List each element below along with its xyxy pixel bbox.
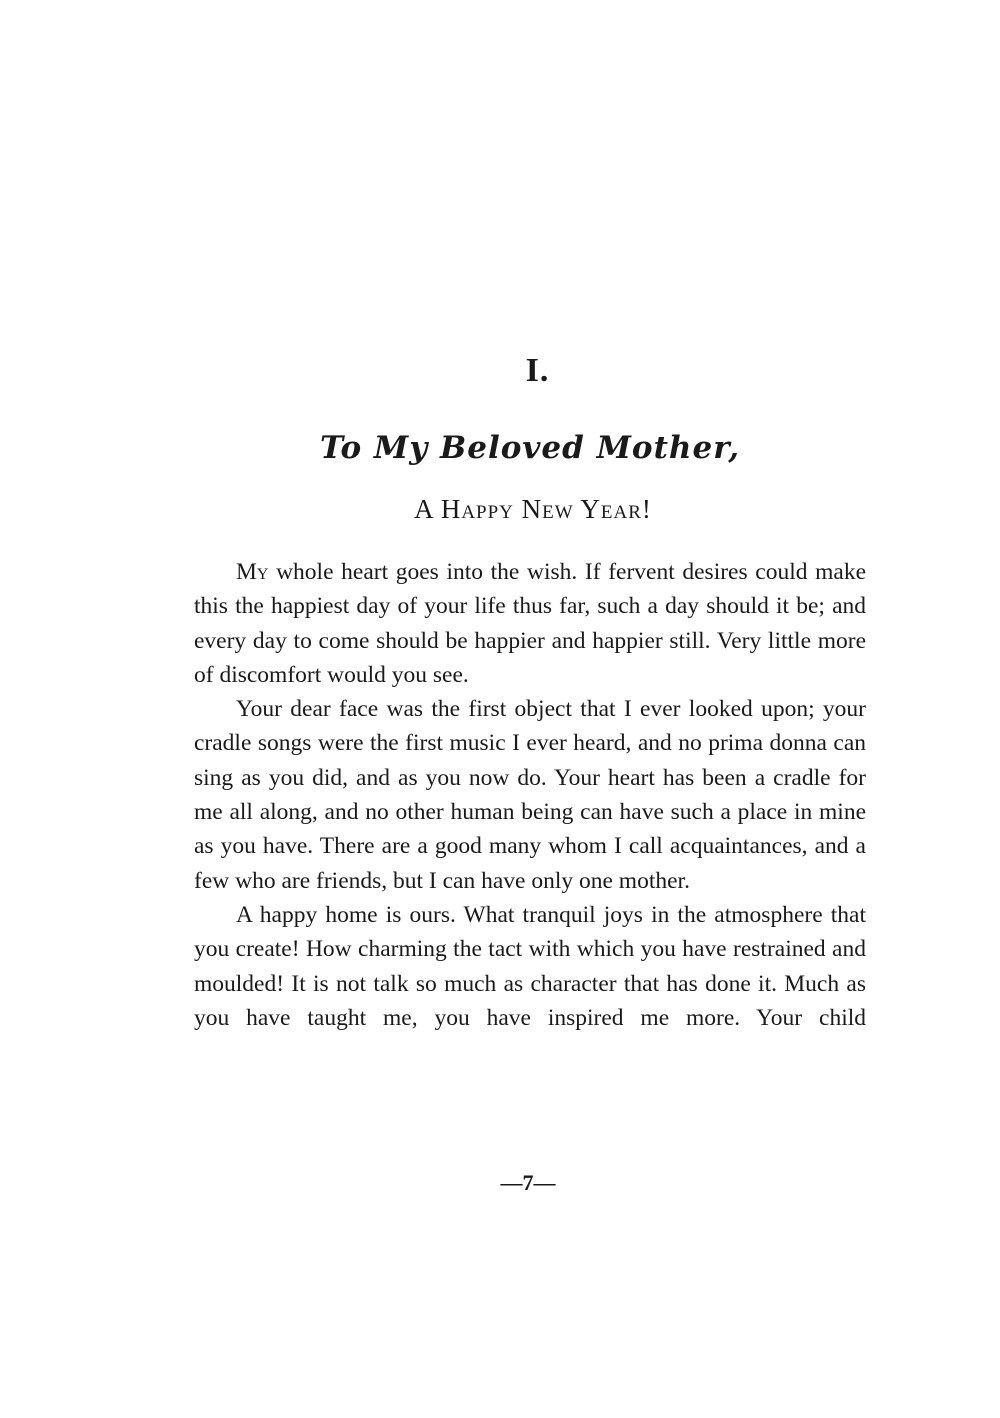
paragraph-lead-words: My [236, 559, 269, 585]
chapter-subtitle: A Happy New Year! [414, 494, 652, 524]
body-text [194, 555, 866, 1035]
dedication-heading: To My Beloved Mother, [319, 430, 741, 466]
chapter-numeral: I. [525, 352, 550, 389]
paragraph-text: A happy home is ours. What tranquil joys in the atmosphere that you create! How charming the tact with which you have restrained and moulded! It is not talk so much as character that has done it. Much as you have taught me, you have inspired me more. Your child [194, 901, 866, 1031]
paragraph-text: Your dear face was the first object that I ever looked upon; your cradle songs were the first music I ever heard, and no prima donna can sing as you did, and as you now do. Your heart has been a cradle for me all along, and no other human being can have such a place in mine as you have. There are a good many whom I call acquaintances, and a few who are friends, but I can have only one mother. [194, 696, 866, 894]
page-number: —7— [500, 1170, 556, 1195]
paragraph [194, 898, 866, 1035]
paragraph-text: whole heart goes into the wish. If fervent desires could make this the happiest day of your life thus far, such a day should it be; and every day to come should be happier and happier still. Very little more of discomfort would you see. [194, 559, 866, 688]
paragraph [194, 555, 866, 692]
paragraph [194, 692, 866, 898]
